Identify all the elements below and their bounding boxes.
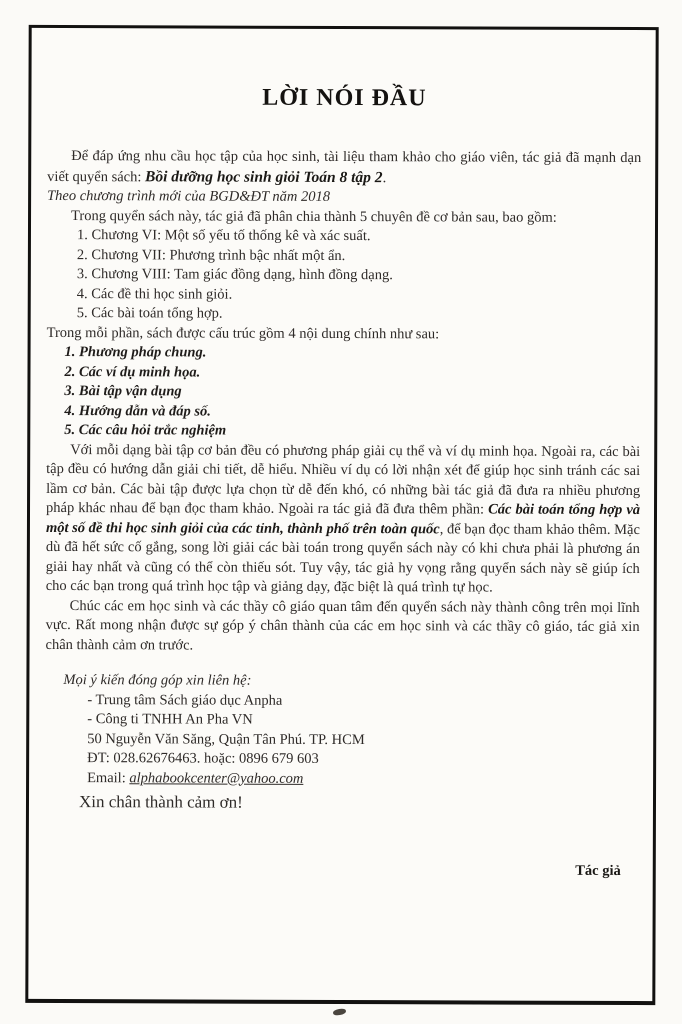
contact-heading: Mọi ý kiến đóng góp xin liên hệ:: [63, 672, 252, 689]
author-signature: Tác giả: [575, 862, 621, 879]
structure-intro: Trong mỗi phần, sách được cấu trúc gồm 4 nội dung chính như sau:: [46, 324, 440, 342]
structure-item: 1. Phương pháp chung.: [64, 344, 207, 361]
email-line: [87, 769, 639, 790]
chapter-item: 5. Các bài toán tổng hợp.: [76, 305, 223, 322]
body-paragraph: [46, 440, 641, 598]
curriculum-note: Theo chương trình mới của BGD&ĐT năm 2018: [47, 187, 331, 205]
intro-paragraph: [47, 147, 641, 189]
structure-item: 3. Bài tập vận dụng: [64, 383, 182, 400]
structure-item: 2. Các ví dụ minh họa.: [64, 363, 201, 381]
contact-line-phone: ĐT: 028.62676463. hoặc: 0896 679 603: [87, 750, 319, 767]
thanks-line: Xin chân thành cảm ơn!: [78, 792, 243, 812]
body-text-1: Với mỗi dạng bài tập cơ bản đều có phương pháp giải cụ thể và ví dụ minh họa. Ngoài ra, các bài tập đều có hướng dẫn giải chi tiết, dễ hiểu. Nhiều ví dụ có lời nhận xét để giúp học sinh tránh các sai lầm cơ bản. Các bài tập được lựa chọn từ dễ đến khó, có những bài tác giả đã đưa ra nhiều phương pháp khác nhau để bạn đọc tham khảo. Ngoài ra tác giả đã đưa thêm phần:: [45, 441, 641, 518]
contact-line-company: - Công ti TNHH An Pha VN: [87, 711, 253, 728]
chapter-item: 1. Chương VI: Một số yếu tố thống kê và xác suất.: [76, 227, 371, 245]
email-label: Email:: [87, 769, 130, 786]
chapter-item: 4. Các đề thi học sinh giỏi.: [76, 285, 233, 303]
page-title: LỜI NÓI ĐẦU: [262, 84, 427, 112]
body-text-2: , để bạn đọc tham khảo thêm. Mặc dù đã hết sức cố gắng, song lời giải các bài toán trong quyển sách này có khi chưa phải là phương án giải hay nhất và cũng có thể còn thiếu sót. Tuy vậy, tác giả hy vọng rằng quyển sách này sẽ giúp ích cho các bạn trong quá trình học tập và giảng dạy, đặc biệt là quá trình tự học.: [45, 520, 640, 596]
contact-block: [45, 671, 639, 816]
structure-list: [64, 343, 640, 443]
contact-line-center: - Trung tâm Sách giáo dục Anpha: [87, 691, 283, 709]
scan-artifact: [333, 1008, 347, 1016]
page-border-frame: [25, 25, 658, 1005]
structure-item: 5. Các câu hỏi trắc nghiệm: [64, 422, 227, 439]
closing-paragraph: Chúc các em học sinh và các thầy cô giáo quan tâm đến quyển sách này thành công trên mọi lĩnh vực. Rất mong nhận được sự góp ý chân thành của các em học sinh và các thầy cô giáo, tác giả xin chân thành cảm ơn trước.: [45, 597, 640, 653]
chapter-item: 3. Chương VIII: Tam giác đồng dạng, hình đồng dạng.: [76, 266, 393, 284]
intro-text: Để đáp ứng nhu cầu học tập của học sinh, tài liệu tham khảo cho giáo viên, tác giả đã mạnh dạn viết quyển sách:: [47, 148, 642, 185]
body-highlight: Các bài toán tổng hợp và một số đề thi học sinh giỏi của các tỉnh, thành phố trên toàn quốc: [45, 501, 641, 537]
chapter-item: 2. Chương VII: Phương trình bậc nhất một ẩn.: [76, 246, 346, 264]
chapters-intro: Trong quyển sách này, tác giả đã phân chia thành 5 chuyên đề cơ bản sau, bao gồm:: [71, 207, 557, 226]
book-title: Bồi dưỡng học sinh giỏi Toán 8 tập 2: [145, 167, 383, 186]
structure-item: 4. Hướng dẫn và đáp số.: [64, 402, 211, 420]
chapter-list: [77, 226, 641, 325]
intro-suffix: .: [382, 169, 387, 186]
email-address: alphabookcenter@yahoo.com: [129, 769, 304, 787]
contact-line-address: 50 Nguyễn Văn Săng, Quận Tân Phú. TP. HCM: [87, 730, 365, 748]
